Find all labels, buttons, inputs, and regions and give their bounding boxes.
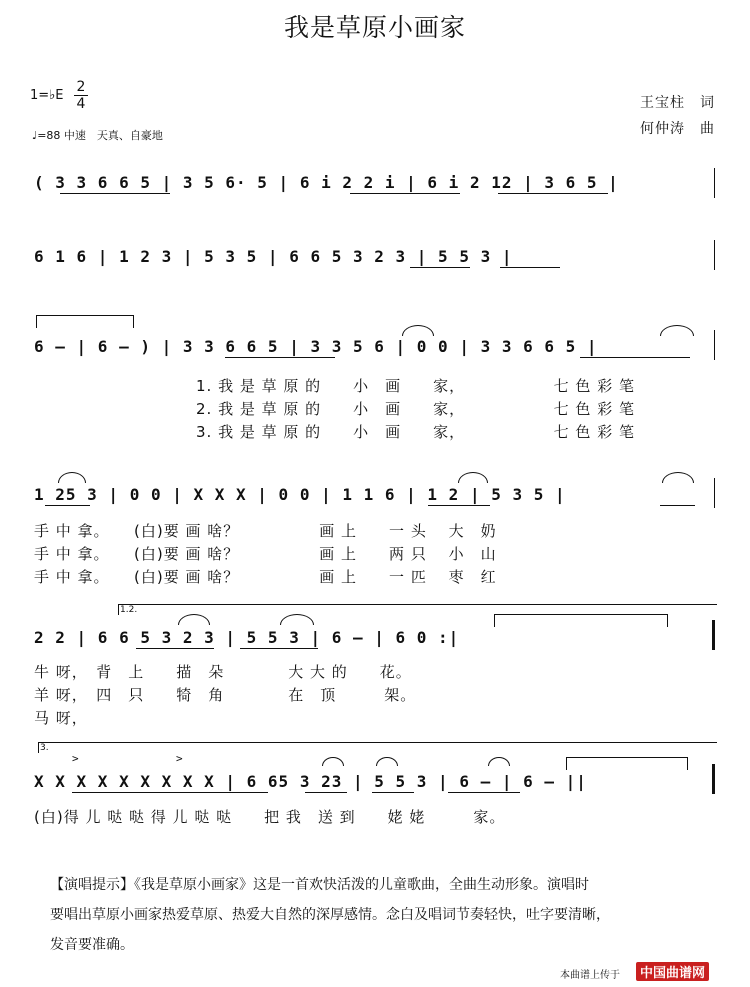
lyricist: 王宝柱 词	[640, 95, 715, 111]
underline	[660, 505, 695, 506]
underline	[448, 792, 520, 793]
lyric-verse-2: 2. 我 是 草 原 的 小 画 家， 七 色 彩 笔	[196, 400, 635, 418]
tie-arc	[280, 614, 314, 625]
composer: 何仲涛 曲	[640, 121, 715, 137]
lyric-line: (白)得 儿 哒 哒 得 儿 哒 哒 把 我 送 到 姥 姥 家。	[34, 808, 506, 826]
lyric-verse-2: 手 中 拿。 (白)要 画 啥？ 画 上 两 只 小 山	[34, 545, 497, 563]
lyric-verse-2: 羊 呀， 四 只 犄 角 在 顶 架。	[34, 686, 417, 704]
score-line-6: X X X X X X X X X | 6 65 3 23 | 5 5 3 | 6 – | 6 – ||	[34, 772, 587, 791]
score-line-4: 1 25 3 | 0 0 | X X X | 0 0 | 1 1 6 | 1 2 | 5 3 5 |	[34, 485, 566, 504]
accent-mark: >	[176, 752, 183, 765]
volta-label: 3.	[40, 743, 49, 753]
underline	[372, 792, 414, 793]
volta-label: 1.2.	[120, 605, 138, 615]
score-line-2: 6 1 6 | 1 2 3 | 5 3 5 | 6 6 5 3 2 3 | 5 5 3 |	[34, 247, 513, 266]
lyric-verse-3: 3. 我 是 草 原 的 小 画 家， 七 色 彩 笔	[196, 423, 635, 441]
singing-tips-line-3: 发音要准确。	[50, 937, 134, 953]
underline	[72, 792, 268, 793]
bar-line	[714, 240, 715, 270]
underline	[580, 357, 690, 358]
tie-arc	[662, 472, 694, 483]
singing-tips-line-2: 要唱出草原小画家热爱草原、热爱大自然的深厚感情。念白及唱词节奏轻快，吐字要清晰，	[50, 907, 610, 923]
repeat-bar	[712, 620, 715, 650]
tempo-marking: ♩=88 中速 天真、自豪地	[32, 129, 163, 142]
lyric-verse-3: 马 呀，	[34, 709, 88, 727]
singing-tips-line-1: 【演唱提示】《我是草原小画家》这是一首欢快活泼的儿童歌曲，全曲生动形象。演唱时	[50, 877, 589, 893]
end-bar	[712, 764, 715, 794]
lyric-verse-3: 手 中 拿。 (白)要 画 啥？ 画 上 一 匹 枣 红	[34, 568, 497, 586]
accent-mark: >	[72, 752, 79, 765]
bar-line	[714, 330, 715, 360]
underline	[240, 648, 318, 649]
underline	[500, 267, 560, 268]
tie-arc	[494, 614, 668, 627]
tie-arc	[402, 325, 434, 336]
underline	[428, 505, 490, 506]
underline	[410, 267, 470, 268]
tie-arc	[660, 325, 694, 336]
underline	[305, 792, 347, 793]
time-signature	[74, 80, 88, 111]
site-logo-text: 中国曲谱网	[636, 962, 709, 981]
tie-arc	[58, 472, 86, 483]
underline	[136, 648, 214, 649]
tie-arc	[376, 757, 398, 766]
score-line-3: 6 – | 6 – ) | 3 3 6 6 5 | 3 3 5 6 | 0 0 | 3 3 6 6 5 |	[34, 337, 598, 356]
lyric-verse-1: 手 中 拿。 (白)要 画 啥？ 画 上 一 头 大 奶	[34, 522, 497, 540]
underline	[225, 357, 335, 358]
tie-arc	[178, 614, 210, 625]
key-signature: 1=♭E	[30, 88, 64, 103]
score-line-1: ( 3 3 6 6 5 | 3 5 6· 5 | 6 i 2 2 i | 6 i 2 12 | 3 6 5 |	[34, 173, 619, 192]
site-logo[interactable]	[636, 962, 709, 981]
upload-note: 本曲谱上传于	[560, 970, 620, 981]
underline	[498, 193, 608, 194]
score-line-5: 2 2 | 6 6 5 3 2 3 | 5 5 3 | 6 – | 6 0 :|	[34, 628, 460, 647]
underline	[60, 193, 170, 194]
underline	[45, 505, 90, 506]
volta-bracket	[38, 742, 717, 753]
lyric-verse-1: 牛 呀， 背 上 描 朵 大 大 的 花。	[34, 663, 412, 681]
bar-line	[714, 478, 715, 508]
underline	[350, 193, 460, 194]
tie-arc	[36, 315, 134, 328]
tie-arc	[566, 757, 688, 770]
song-title: 我是草原小画家	[283, 13, 466, 42]
tie-arc	[322, 757, 344, 766]
lyric-verse-1: 1. 我 是 草 原 的 小 画 家， 七 色 彩 笔	[196, 377, 635, 395]
bar-line	[714, 168, 715, 198]
tie-arc	[458, 472, 488, 483]
time-sig-numerator: 2	[76, 79, 86, 95]
tie-arc	[488, 757, 510, 766]
time-sig-denominator: 4	[76, 96, 86, 112]
